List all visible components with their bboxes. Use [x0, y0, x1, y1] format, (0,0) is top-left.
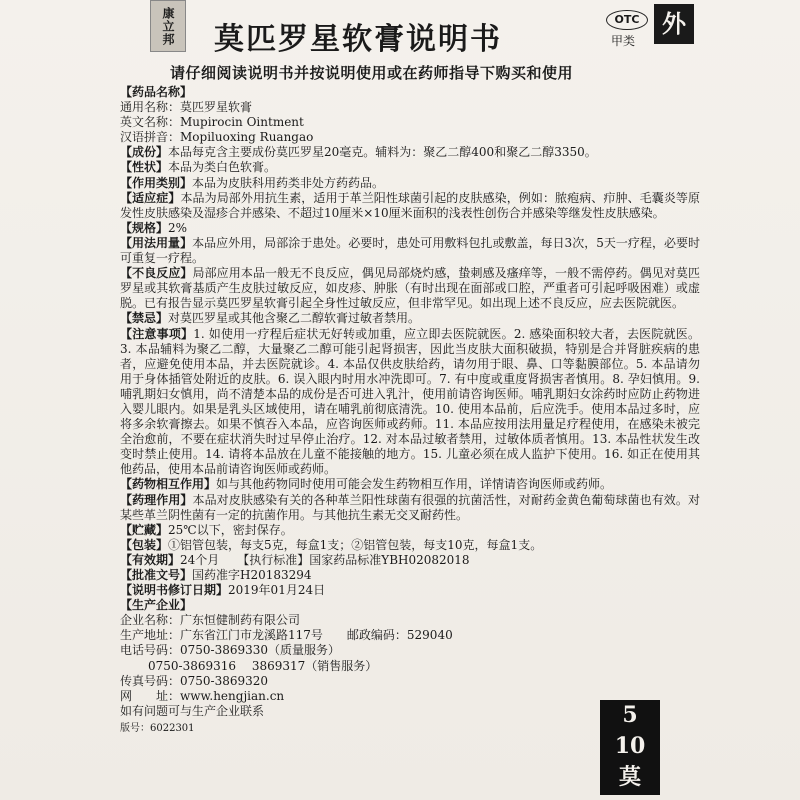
field-row: 【注意事项】1. 如使用一疗程后症状无好转或加重，应立即去医院就医。2. 感染面积较大者，去医院就医。3. 本品辅料为聚乙二醇，大量聚乙二醇可能引起肾损害，因此当皮肤大面积破损，特别是合并肾脏疾病的患者，应避免使用本品，并去医院就诊。4. 本品仅供皮肤给药，请勿用于眼、鼻、口等黏膜部位。5. 本品请勿用于身体插管处附近的皮肤。6. 误入眼内时用水冲洗即可。7. 有中度或重度肾损害者慎用。8. 孕妇慎用。9. 哺乳期妇女慎用，尚不清楚本品的成份是否可进入乳汁，使用前请咨询医师。哺乳期妇女涂药时应防止药物进入婴儿眼内。如果是乳头区域使用，请在哺乳前彻底清洗。10. 使用本品前，后应洗手。使用本品过多时，应将多余软膏擦去。如果不慎吞入本品，应咨询医师或药师。11. 本品应按用法用量足疗程使用，在感染未被完全治愈前，不要在症状消失时过早停止治疗。12. 对本品过敏者禁用，过敏体质者慎用。13. 本品性状发生改变时禁止使用。14. 请将本品放在儿童不能接触的地方。15. 儿童必须在成人监护下使用。16. 如正在使用其他药品，使用本品前请咨询医师或药师。 [120, 326, 700, 477]
field-row: 【药品名称】 [120, 85, 193, 99]
size-code-box [600, 700, 660, 795]
field-row: 【规格】2% [120, 220, 188, 235]
otc-mark: OTC [606, 10, 648, 30]
fax-number: 传真号码：0750-3869320 [120, 673, 269, 688]
field-row: 【药理作用】本品对皮肤感染有关的各种革兰阳性球菌有很强的抗菌活性，对耐药金黄色葡萄球菌也有效。对某些革兰阴性菌有一定的抗菌作用。与其他抗生素无交叉耐药性。 [120, 492, 700, 522]
field-row: 【适应症】本品为局部外用抗生素，适用于革兰阳性球菌引起的皮肤感染，例如：脓疱病、疖肿、毛囊炎等原发性皮肤感染及湿疹合并感染、不超过10厘米×10厘米面积的浅表性创伤合并感染等继发性皮肤感染。 [120, 190, 700, 220]
field-row: 英文名称：Mupirocin Ointment [120, 115, 304, 130]
leaflet-title: 莫匹罗星软膏说明书 [214, 22, 502, 57]
size-code-10: 10 [614, 733, 646, 759]
fields-list [120, 85, 700, 659]
website: 网 址：www.hengjian.cn [120, 688, 285, 703]
field-row: 电话号码：0750-3869330（质量服务） [120, 643, 341, 658]
field-row: 【用法用量】本品应外用，局部涂于患处。必要时，患处可用敷料包扎或敷盖，每日3次，5天一疗程，必要时可重复一疗程。 [120, 235, 700, 266]
field-row: 【性状】本品为类白色软膏。 [120, 160, 277, 175]
field-row: 【批准文号】国药准字H20183294 [120, 568, 312, 582]
sales-phone: 0750-3869316 3869317（销售服务） [148, 658, 378, 673]
leaflet-body [120, 85, 700, 736]
product-initial: 莫 [618, 764, 641, 790]
contact-note: 如有问题可与生产企业联系 [120, 703, 265, 718]
usage-warning: 请仔细阅读说明书并按说明使用或在药师指导下购买和使用 [170, 64, 574, 82]
field-row: 【不良反应】局部应用本品一般无不良反应，偶见局部烧灼感，蛰刺感及瘙痒等，一般不需停药。偶见对莫匹罗星或其软膏基质产生皮肤过敏反应，如皮疹、肿胀（有时出现在面部或口腔，严重者可引起呼吸困难）或虚脱。已有报告显示莫匹罗星软膏引起全身性过敏反应，但非常罕见。如出现上述不良反应，应去医院就医。 [120, 266, 700, 311]
field-row: 通用名称：莫匹罗星软膏 [120, 100, 253, 115]
field-row: 【说明书修订日期】2019年01月24日 [120, 583, 326, 598]
otc-class-label: 甲类 [611, 34, 636, 48]
field-row: 生产地址：广东省江门市龙溪路117号 邮政编码：529040 [120, 628, 453, 643]
field-row: 【贮藏】25℃以下，密封保存。 [120, 522, 293, 537]
field-row: 【作用类别】本品为皮肤科用药类非处方药药品。 [120, 175, 385, 190]
print-code: 版号：6022301 [120, 722, 195, 734]
field-row: 汉语拼音：Mopiluoxing Ruangao [120, 130, 314, 145]
field-row: 【包装】①铝管包装，每支5克，每盒1支；②铝管包装，每支10克，每盒1支。 [120, 537, 543, 552]
field-row: 【有效期】24个月 【执行标准】国家药品标准YBH02082018 [120, 552, 470, 567]
brand-logo: 康立邦 [150, 0, 186, 52]
size-code-5: 5 [622, 702, 638, 728]
field-row: 【成份】本品每克含主要成份莫匹罗星20毫克。辅料为：聚乙二醇400和聚乙二醇3350。 [120, 145, 597, 160]
field-row: 企业名称：广东恒健制药有限公司 [120, 613, 301, 628]
field-row: 【生产企业】 [120, 598, 193, 613]
external-use-mark: 外 [654, 4, 694, 44]
field-row: 【禁忌】对莫匹罗星或其他含聚乙二醇软膏过敏者禁用。 [120, 311, 421, 326]
field-row: 【药物相互作用】如与其他药物同时使用可能会发生药物相互作用，详情请咨询医师或药师。 [120, 477, 613, 492]
